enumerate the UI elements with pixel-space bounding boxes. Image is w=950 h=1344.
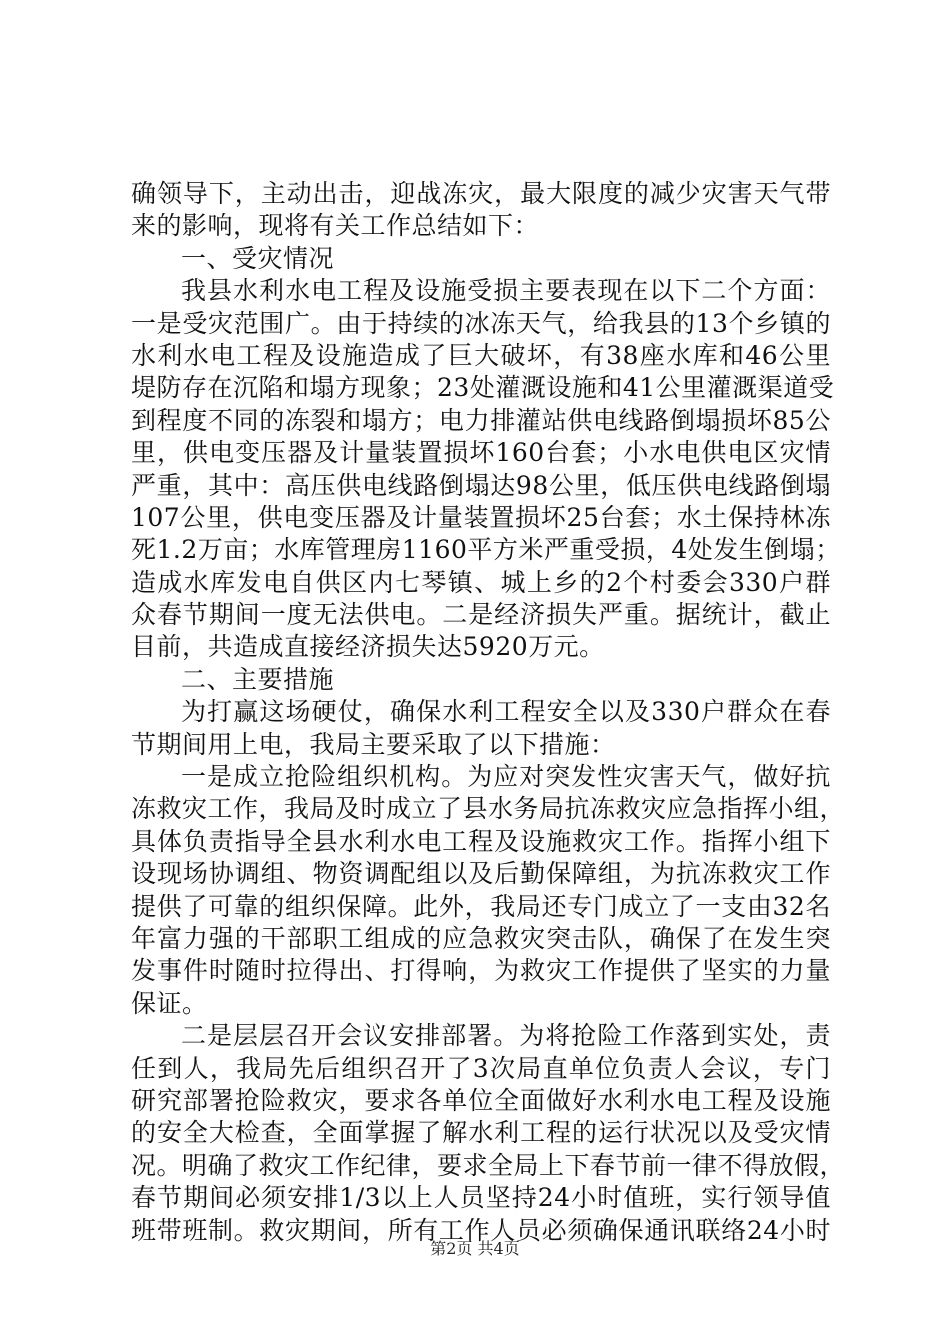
document-body — [131, 178, 846, 1247]
body-line: 况。明确了救灾工作纪律，要求全局上下春节前一律不得放假， — [131, 1150, 846, 1180]
body-line: 发事件时随时拉得出、打得响，为救灾工作提供了坚实的力量 — [131, 956, 831, 986]
page-number-footer: 第2页 共4页 — [430, 1239, 520, 1258]
body-line: 年富力强的干部职工组成的应急救灾突击队，确保了在发生突 — [131, 923, 831, 953]
section-heading: 一、受灾情况 — [181, 243, 335, 273]
body-line: 一是成立抢险组织机构。为应对突发性灾害天气，做好抗 — [181, 762, 831, 792]
body-line: 设现场协调组、物资调配组以及后勤保障组，为抗冻救灾工作 — [131, 859, 831, 889]
body-line: 研究部署抢险救灾，要求各单位全面做好水利水电工程及设施 — [131, 1085, 831, 1115]
body-line: 为打赢这场硬仗，确保水利工程安全以及330户群众在春 — [181, 697, 831, 727]
body-line: 的安全大检查，全面掌握了解水利工程的运行状况以及受灾情 — [131, 1118, 831, 1148]
body-line: 死1.2万亩；水库管理房1160平方米严重受损，4处发生倒塌； — [131, 535, 841, 565]
body-line: 来的影响，现将有关工作总结如下： — [131, 211, 540, 241]
body-line: 107公里，供电变压器及计量装置损坏25台套；水土保持林冻 — [131, 502, 831, 532]
body-line: 我县水利水电工程及设施受损主要表现在以下二个方面： — [181, 276, 831, 306]
body-line: 水利水电工程及设施造成了巨大破坏，有38座水库和46公里 — [131, 340, 831, 370]
body-line: 二是层层召开会议安排部署。为将抢险工作落到实处，责 — [181, 1021, 831, 1051]
body-line: 保证。 — [131, 988, 208, 1018]
body-line: 确领导下，主动出击，迎战冻灾，最大限度的减少灾害天气带 — [131, 179, 831, 208]
body-line: 到程度不同的冻裂和塌方；电力排灌站供电线路倒塌损坏85公 — [131, 405, 831, 435]
body-line: 春节期间必须安排1/3以上人员坚持24小时值班，实行领导值 — [131, 1183, 831, 1213]
body-line: 节期间用上电，我局主要采取了以下措施： — [131, 729, 616, 759]
body-line: 班带班制。救灾期间，所有工作人员必须确保通讯联络24小时 — [131, 1215, 831, 1245]
body-line: 众春节期间一度无法供电。二是经济损失严重。据统计，截止 — [131, 600, 831, 630]
body-line: 冻救灾工作，我局及时成立了县水务局抗冻救灾应急指挥小组， — [131, 794, 846, 824]
body-line: 提供了可靠的组织保障。此外，我局还专门成立了一支由32名 — [131, 891, 831, 921]
body-line: 堤防存在沉陷和塌方现象；23处灌溉设施和41公里灌溉渠道受 — [131, 373, 835, 403]
body-line: 具体负责指导全县水利水电工程及设施救灾工作。指挥小组下 — [131, 826, 831, 856]
body-line: 里，供电变压器及计量装置损坏160台套；小水电供电区灾情 — [131, 438, 831, 468]
body-line: 任到人，我局先后组织召开了3次局直单位负责人会议，专门 — [131, 1053, 831, 1083]
section-heading: 二、主要措施 — [181, 664, 335, 694]
body-line: 目前，共造成直接经济损失达5920万元。 — [131, 632, 605, 662]
body-line: 严重，其中：高压供电线路倒塌达98公里，低压供电线路倒塌 — [131, 470, 831, 500]
body-line: 造成水库发电自供区内七琴镇、城上乡的2个村委会330户群 — [131, 567, 831, 597]
body-line: 一是受灾范围广。由于持续的冰冻天气，给我县的13个乡镇的 — [131, 308, 831, 338]
